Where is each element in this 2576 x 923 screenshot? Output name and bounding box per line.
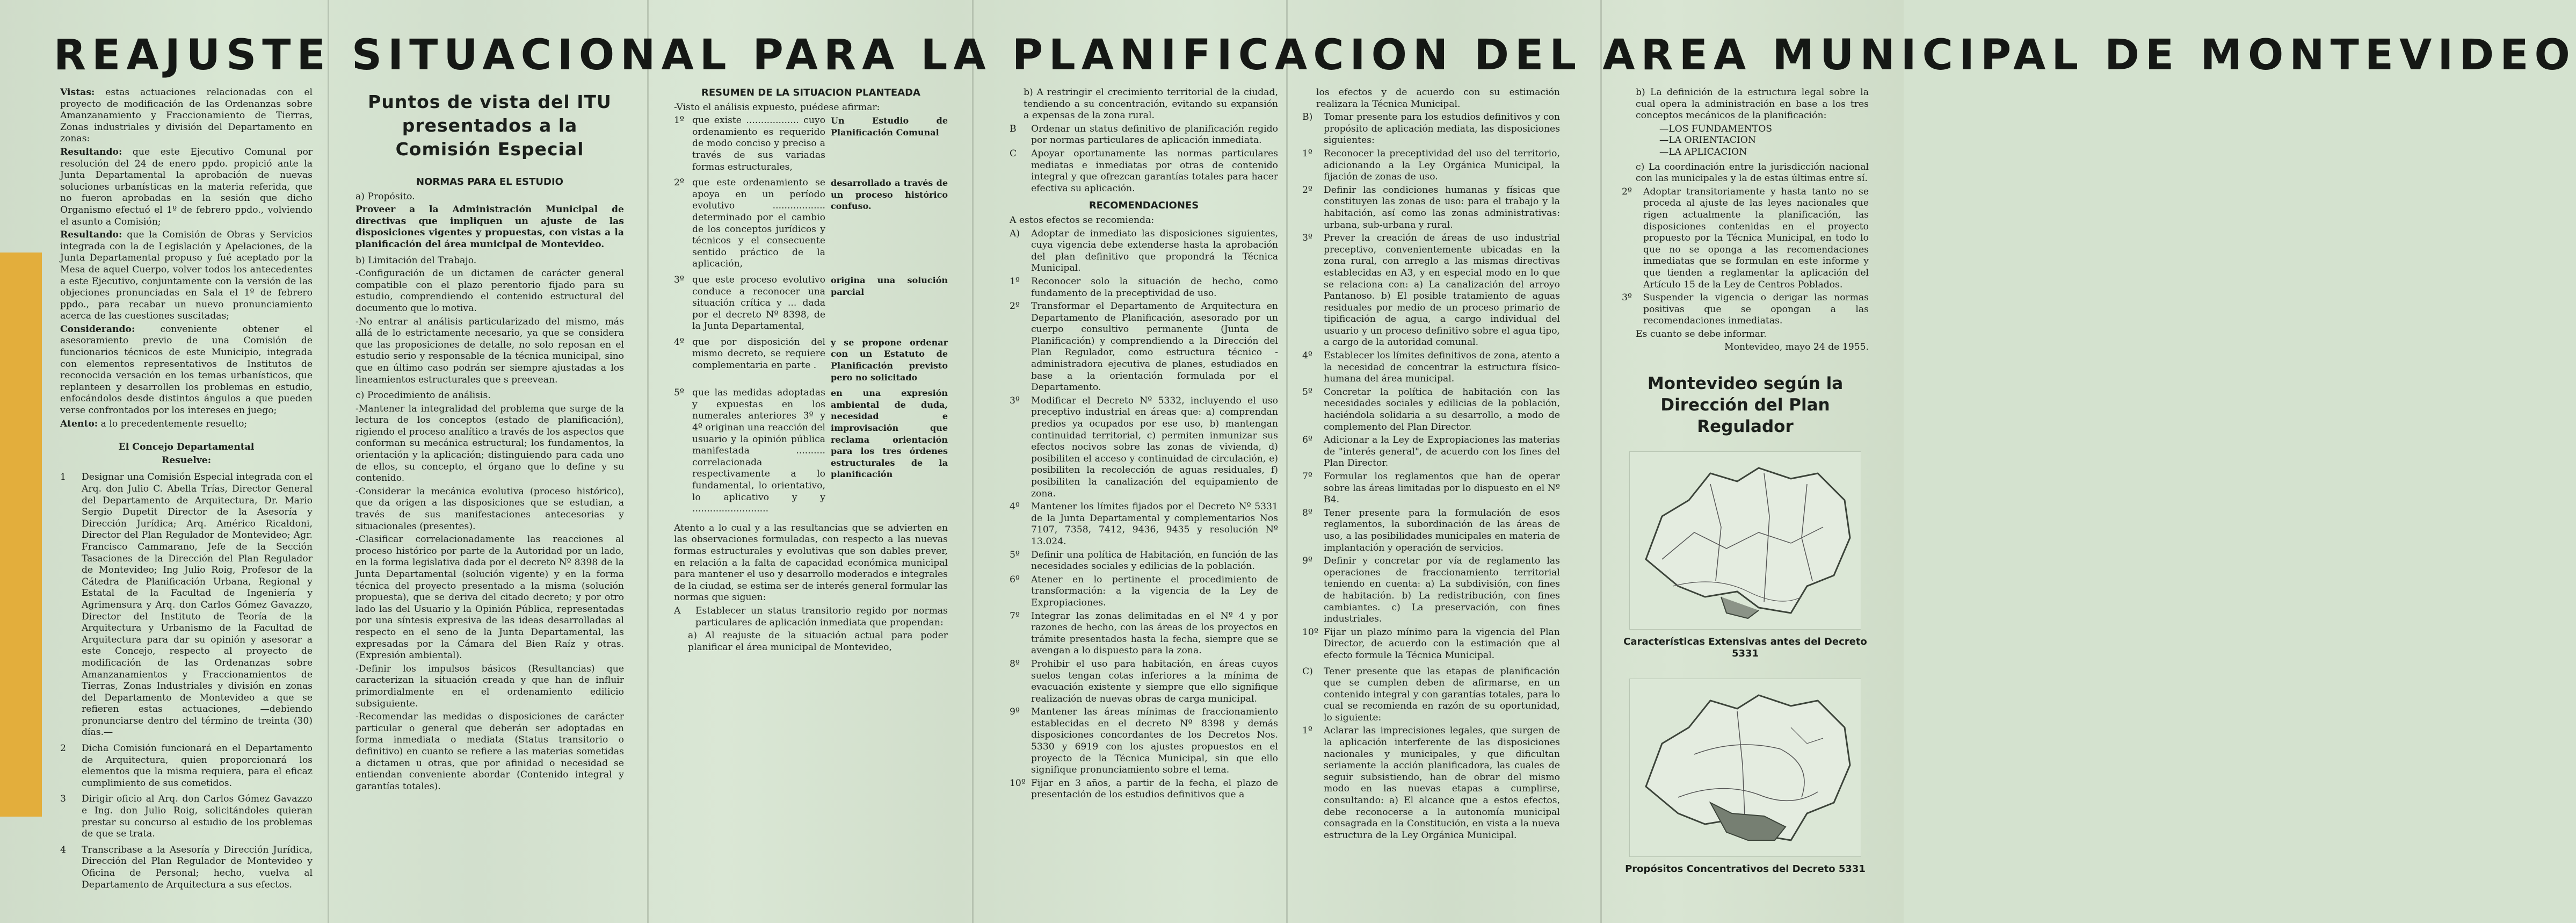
paragraph: b) La definición de la estructura legal sobre la cual opera la administración en base a los tres conceptos mecánicos de la planificación: <box>1636 87 1869 121</box>
subsection-label-text: Propósito. <box>367 191 415 202</box>
section-heading: NORMAS PARA EL ESTUDIO <box>416 176 563 188</box>
list-item <box>1302 471 1560 506</box>
paragraph: -Clasificar correlacionadamente las reacciones al proceso histórico por parte de la Autoridad por un lado, en la forma legislativa dada por el decreto Nº 8398 de la Junta Departamental (solución vigente) y en la forma técnica del proyecto presentado a la misma (solución propuesta), que se deriva del citado decreto; y por otro lado las del Usuario y la Opinión Pública, representadas por una síntesis expresiva de las ideas desarrolladas al respecto en el seno de la Junta Departamental, las expresadas por la Cámara del Bien Raíz y otras. (Expresión ambiental). <box>355 534 624 661</box>
item-number: 5º <box>1302 386 1313 398</box>
subsection-title <box>355 255 624 267</box>
list-item <box>1010 124 1278 147</box>
fold-line <box>1600 0 1602 923</box>
list-item <box>1622 292 1869 327</box>
list-item <box>1302 508 1560 554</box>
itu-heading: Puntos de vista del ITU presentados a la Comisión Especial <box>368 91 612 160</box>
item-text: Definir una política de Habitación, en función de las necesidades sociales y edilicias de la población. <box>1031 549 1278 572</box>
item-text: Reconocer solo la situación de hecho, como fundamento de la preceptividad de uso. <box>1031 276 1278 299</box>
summary-row <box>674 177 948 270</box>
item-text: Dicha Comisión funcionará en el Departamento de Arquitectura, quien proporcionará los elementos que la misma requiera, para el eficaz cumplimiento de sus cometidos. <box>82 743 313 789</box>
item-text: que existe .................. cuyo ordenamiento es requerido de modo conciso y preciso a través de sus variadas formas estructurales, <box>692 115 825 172</box>
subsection-label: c) <box>355 390 365 401</box>
item-text: Concretar la política de habitación con las necesidades sociales y edilicias de la población, haciéndola solidaria a su desarrollo, a modo de complemento del Plan Director. <box>1324 386 1560 432</box>
intro-text: A estos efectos se recomienda: <box>1010 214 1155 226</box>
item-text: que las medidas adoptadas y expuestas en los numerales anteriores 3º y 4º originan una reacción del usuario y la opinión pública manifestada .......... correlacionada respectivamente a lo fundamental, lo orientativo, lo aplicativo y y .......................... <box>692 387 825 515</box>
item-text: Suspender la vigencia o derigar las normas positivas que se opongan a las recomendaciones inmediatas. <box>1643 292 1869 327</box>
item-result: en una expresión ambiental de duda, necesidad e improvisación que reclama orientación para los tres órdenes estructurales de la planificación <box>831 388 948 480</box>
item-number: A) <box>1010 228 1020 239</box>
paragraph: -Configuración de un dictamen de carácter general compatible con el plazo perentorio fijado para su estudio, comprendiendo el contenido estructural del documento que lo motiva. <box>355 268 624 314</box>
orange-tab <box>0 253 42 817</box>
item-number: 1º <box>1010 276 1020 287</box>
item-text: Prohibir el uso para habitación, en áreas cuyos suelos tengan cotas inferiores a la mínima de evacuación existente y siempre que ello signifique realización de nuevas obras de carga municipal. <box>1031 658 1278 704</box>
summary-row <box>674 337 948 383</box>
item-number: 5º <box>674 387 685 399</box>
summary-row <box>674 275 948 333</box>
item-text: Ordenar un status definitivo de planificación regido por normas particulares de aplicación inmediata. <box>1031 123 1278 146</box>
date-line: Montevideo, mayo 24 de 1955. <box>1724 342 1869 353</box>
list-item <box>1010 778 1278 801</box>
map-before-decree <box>1629 451 1861 630</box>
list-item <box>1302 556 1560 625</box>
item-number: 4º <box>674 336 685 348</box>
summary-row <box>674 115 948 173</box>
fold-line <box>1286 0 1288 923</box>
list-item <box>1010 659 1278 705</box>
item-text: Adicionar a la Ley de Expropiaciones las materias de "interés general", de acuerdo con los fines del Plan Director. <box>1324 435 1560 469</box>
list-item <box>1010 550 1278 573</box>
item-text: Prever la creación de áreas de uso industrial preceptivo, convenientemente ubicadas en la zona rural, con arreglo a las mismas directivas establecidas en A3, y en especial modo en lo que se relaciona con: a) La canalización del arroyo Pantanoso. b) El posible tratamiento de aguas residuales por medio de un proceso primario de tipificación de agua, a cargo individual del usuario y un proceso definitivo sobre el agua tipo, a cargo de la autoridad comunal. <box>1324 233 1560 348</box>
section-heading: RESUMEN DE LA SITUACION PLANTEADA <box>701 87 920 98</box>
list-item <box>1302 148 1560 183</box>
list-item <box>1010 228 1278 275</box>
column-6 <box>1622 87 1869 914</box>
item-number: A <box>674 605 681 616</box>
list-item <box>1302 435 1560 470</box>
paragraph: -No entrar al análisis particularizado del mismo, más allá de lo estrictamente necesario, ya que se considera que las proposiciones de detalle, no solo reposan en el estudio serio y responsable de la técnica municipal, sino que en último caso podrán ser siempre ajustadas a los lineamientos estructurales que s preevean. <box>355 316 624 385</box>
item-text: Formular los reglamentos que han de operar sobre las áreas limitadas por lo dispuesto en el Nº B4. <box>1324 471 1560 506</box>
list-item <box>1010 574 1278 609</box>
item-text: Adoptar de inmediato las disposiciones siguientes, cuya vigencia debe extenderse hasta la aprobación del plan definitivo que propondrá la Técnica Municipal. <box>1031 228 1278 274</box>
list-item <box>1622 186 1869 291</box>
item-text: Establecer los límites definitivos de zona, atento a la necesidad de concentrar la estructura físico-humana del área municipal. <box>1324 350 1560 385</box>
paragraph <box>60 419 313 430</box>
list-item <box>60 845 313 891</box>
paragraph: c) La coordinación entre la jurisdicción nacional con las municipales y la de estas últimas entre sí. <box>1636 161 1869 184</box>
list-item <box>1302 387 1560 433</box>
subsection-label-text: Procedimiento de análisis. <box>367 390 491 401</box>
item-text: Mantener las áreas mínimas de fraccionamiento establecidas en el decreto Nº 8398 y demás disposiciones concordantes de los Decretos Nos. 5330 y 6919 con los ajustes propuestos en el proyecto de la Técnica Municipal, sin que ello signifique pronunciamiento sobre el tema. <box>1031 706 1278 776</box>
paragraph: b) A restringir el crecimiento territorial de la ciudad, tendiendo a su concentración, evitando su expansión a expensas de la zona rural. <box>1024 87 1278 121</box>
item-result: y se propone ordenar con un Estatuto de Planificación previsto pero no solicitado <box>831 337 948 383</box>
subsection-title <box>355 390 624 402</box>
subsection-label-text: Limitación del Trabajo. <box>368 255 477 266</box>
list-item <box>1302 185 1560 231</box>
item-number: B <box>1010 123 1017 134</box>
column-1 <box>60 87 313 914</box>
item-number: 1º <box>674 115 685 126</box>
item-result: origina una solución parcial <box>831 275 948 297</box>
item-number: 7º <box>1302 471 1313 482</box>
list-item <box>1010 611 1278 657</box>
resuelve-heading: Resuelve: <box>161 455 212 466</box>
item-text: que este ordenamiento se apoya en un período evolutivo .................. determinado por el cambio de los conceptos jurídicos y técnicos y el consecuente sentido práctico de la aplicación, <box>692 177 825 270</box>
item-number: 4º <box>1010 501 1020 513</box>
item-number: 8º <box>1010 658 1020 669</box>
item-text: Integrar las zonas delimitadas en el Nº 4 y por razones de hecho, con las áreas de los proyectos en trámite presentados hasta la fecha, siempre que se avengan a lo dispuesto para la zona. <box>1031 610 1278 657</box>
list-item <box>1010 148 1278 194</box>
item-number: 6º <box>1010 574 1020 585</box>
item-text: Definir y concretar por vía de reglamento las operaciones de fraccionamiento territorial teniendo en cuenta: a) La subdivisión, con fines de habitación. b) La redistribución, con fines cambiantes. c) La preservación, con fines industriales. <box>1324 556 1560 625</box>
item-text: Definir las condiciones humanas y físicas que constituyen las zonas de uso: para el trabajo y la habitación, así como las zonas administrativas: urbana, sub-urbana y rural. <box>1324 184 1560 230</box>
item-number: C <box>1010 148 1017 159</box>
list-item <box>1302 666 1560 724</box>
paragraph: -Considerar la mecánica evolutiva (proceso histórico), que da origen a las disposiciones que se estudian, a través de sus manifestaciones antecesorias y situacionales (presentes). <box>355 486 624 532</box>
subsection-label: b) <box>355 255 365 266</box>
item-number: 3º <box>674 274 685 285</box>
item-text: Establecer un status transitorio regido por normas particulares de aplicación inmediata que propendan: <box>695 605 948 628</box>
item-text: Fijar en 3 años, a partir de la fecha, el plazo de presentación de los estudios definitivos que a <box>1031 777 1278 801</box>
label: Considerando: <box>60 323 135 335</box>
paragraph: Proveer a la Administración Municipal de directivas que impliquen un ajuste de las disposiciones vigentes y propuestas, con vistas a la planificación del área municipal de Montevideo. <box>355 204 624 250</box>
item-number: 1º <box>1302 725 1313 737</box>
item-text: Aclarar las imprecisiones legales, que surgen de la aplicación interferente de las disposiciones nacionales y municipales, y que dificultan seriamente la acción planificadora, las cuales de seguir subsistiendo, han de obrar del mismo modo en las nuevas etapas a cumplirse, consultando: a) El alcance que a estos efectos, debe reconocerse a la autonomía municipal consagrada en la Constitución, en vista a la nueva estructura de la Ley Orgánica Municipal. <box>1324 725 1560 841</box>
paragraph: -Recomendar las medidas o disposiciones de carácter particular o general que deberán ser adoptadas en forma inmediata o mediata (Status transitorio o definitivo) en cuanto se refiere a las materias sometidas a dictamen u otras, que por afinidad o necesidad se entiendan conveniente abordar (Contenido integral y garantías totales). <box>355 711 624 792</box>
item-number: 1 <box>60 472 66 483</box>
item-text: Modificar el Decreto Nº 5332, incluyendo el uso preceptivo industrial en áreas que: a) comprendan predios ya ocupados por ese uso, b) mantengan continuidad territorial, c) permiten inmunizar sus efectos nocivos sobre las zonas de vivienda, d) posibiliten el acceso y continuidad de circulación, e) posibiliten la recolección de aguas residuales, f) posibiliten la canalización del equipamiento de zona. <box>1031 395 1278 499</box>
item-number: 2 <box>60 743 66 754</box>
fold-line <box>647 0 649 923</box>
list-line: —LA ORIENTACION <box>1659 135 1756 146</box>
list-item <box>1010 276 1278 299</box>
list-item <box>1302 112 1560 147</box>
item-text: Adoptar transitoriamente y hasta tanto no se proceda al ajuste de las leyes nacionales que rigen actualmente la planificación, las disposiciones contenidas en el proyecto propuesto por la Técnica Municipal, en todo lo que no se oponga a las recomendaciones inmediatas que se formulan en este informe y que tienden a reglamentar la aplicación del Artículo 15 de la Ley de Centros Poblados. <box>1643 186 1869 290</box>
list-item <box>60 472 313 739</box>
item-text: Transformar el Departamento de Arquitectura en Departamento de Planificación, asesorado por un cuerpo consultivo permanente (Junta de Planificación) y comprendiendo a la Dirección del Plan Regulador, como estructura técnico - administradora ejecutiva de planes, estudiados en base a la orientación formulada por el Departamento. <box>1031 301 1278 393</box>
maps-heading: Montevideo según la Dirección del Plan Regulador <box>1647 374 1844 437</box>
item-text: Transcribase a la Asesoría y Dirección Jurídica, Dirección del Plan Regulador de Montevideo y Oficina de Personal; hecho, vuelva al Departamento de Arquitectura a sus efectos. <box>82 844 313 890</box>
label: Vistas: <box>60 87 95 98</box>
fold-line <box>972 0 974 923</box>
item-number: 2º <box>674 177 685 189</box>
item-text: Tomar presente para los estudios definitivos y con propósito de aplicación mediata, las disposiciones siguientes: <box>1324 112 1560 146</box>
map-outline-before <box>1630 452 1861 629</box>
list-item <box>674 605 948 629</box>
list-line: —LA APLICACION <box>1659 146 1747 157</box>
subsection-label: a) <box>355 191 365 202</box>
item-number: 10º <box>1302 626 1318 638</box>
paragraph-text: que este Ejecutivo Comunal por resolución del 24 de enero ppdo. propició ante la Junta Departamental la aprobación de nuevas soluciones urbanísticas en la materia referida, que no fueron aprobadas en la sesión que dicho Organismo efectuó el 1º de febrero ppdo., volviendo el asunto a Comisión; <box>60 146 313 227</box>
item-number: 9º <box>1302 556 1313 567</box>
paragraph: Atento a lo cual y a las resultancias que se advierten en las observaciones formuladas, con respecto a las nuevas formas estructurales y evolutivas que son dables prever, en relación a la falta de capacidad económica municipal para mantener el uso y desarrollo moderados e integrales de la ciudad, se estima ser de interés general formular las normas que siguen: <box>674 522 948 603</box>
item-text: que este proceso evolutivo conduce a reconocer una situación crítica y ... dada por el decreto Nº 8398, de la Junta Departamental, <box>692 274 825 332</box>
paragraph <box>60 229 313 322</box>
item-number: B) <box>1302 112 1313 123</box>
item-number: 8º <box>1302 507 1313 518</box>
item-text: Designar una Comisión Especial integrada con el Arq. don Julio C. Abella Trías, Director General del Departamento de Arquitectura, Dr. Mario Sergio Dupetit Director de la Asesoría y Dirección Jurídica; Arq. Américo Ricaldoni, Director del Plan Regulador de Montevideo; Agr. Francisco Cammarano, Jefe de la Sección Tasaciones de la Dirección del Plan Regulador de Montevideo; Ing Julio Roig, Profesor de la Cátedra de Planificación Urbana, Regional y Estatal de la Facultad de Ingeniería y Agrimensura y Arq. don Carlos Gómez Gavazzo, Director del Instituto de Teoría de la Arquitectura y Urbanismo de la Facultad de Arquitectura para dar su opinión y asesorar a este Concejo, respecto al proyecto de modificación de las Ordenanzas sobre Amanzanamientos y Fraccionamientos de Tierras, Zonas Industriales y división en zonas del Departamento de Montevideo a que se refieren estas actuaciones, —debiendo pronunciarse dentro del término de treinta (30) días.— <box>82 472 313 738</box>
list-item <box>1010 301 1278 394</box>
item-text: Dirigir oficio al Arq. don Carlos Gómez Gavazzo e Ing. don Julio Roig, solicitándoles quieran prestar su concurso al estudio de los problemas de que se trata. <box>82 794 313 840</box>
fold-line <box>328 0 329 923</box>
item-number: 5º <box>1010 549 1020 560</box>
item-number: 3º <box>1302 233 1313 244</box>
page-title: REAJUSTE SITUACIONAL PARA LA PLANIFICACION DEL AREA MUNICIPAL DE MONTEVIDEO <box>54 31 2576 80</box>
list-item <box>60 743 313 789</box>
summary-row <box>674 387 948 515</box>
item-text: Atener en lo pertinente el procedimiento de transformación: a la vigencia de la Ley de Expropiaciones. <box>1031 574 1278 608</box>
item-number: C) <box>1302 666 1313 677</box>
label: Resultando: <box>60 146 122 157</box>
item-result: Un Estudio de Planificación Comunal <box>831 116 948 138</box>
paragraph <box>60 87 313 145</box>
list-item <box>1302 233 1560 349</box>
item-text: Fijar un plazo mínimo para la vigencia del Plan Director, de acuerdo con la estimación que al efecto formule la Técnica Municipal. <box>1324 626 1560 661</box>
paragraph-text: que la Comisión de Obras y Servicios integrada con la de Legislación y Apelaciones, de la Junta Departamental propuso y fué aceptado por la Mesa de aquel Cuerpo, volver todos los antecedentes a este Ejecutivo, conjuntamente con la versión de las objeciones pronunciadas en Sala el 1º de febrero ppdo., para recabar un nuevo pronunciamiento acerca de las cuestiones suscitadas; <box>60 229 313 322</box>
item-text: Tener presente para la formulación de esos reglamentos, la subordinación de las áreas de uso, a las posibilidades municipales en materia de implantación y operación de servicios. <box>1324 507 1560 553</box>
map-caption-decree: Propósitos Concentrativos del Decreto 5331 <box>1625 863 1866 875</box>
label: Resultando: <box>60 229 122 241</box>
paragraph: los efectos y de acuerdo con su estimación realizara la Técnica Municipal. <box>1316 87 1560 110</box>
paragraph: a) Al reajuste de la situación actual para poder planificar el área municipal de Montevideo, <box>688 630 948 653</box>
list-item <box>1302 725 1560 841</box>
item-number: 3º <box>1010 395 1020 406</box>
label: Atento: <box>60 418 98 429</box>
item-number: 10º <box>1010 777 1026 789</box>
paragraph-text: estas actuaciones relacionadas con el proyecto de modificación de las Ordenanzas sobre Amanzanamiento y Fraccionamiento de Tierras, Zonas industriales y división del Departamento en zonas: <box>60 87 313 145</box>
list-item <box>1010 395 1278 500</box>
list-item <box>1302 627 1560 662</box>
item-text: Tener presente que las etapas de planificación que se cumplen deben de afirmarse, en un contenido integral y con garantías totales, para lo cual se recomienda en razón de su oportunidad, lo siguiente: <box>1324 666 1560 723</box>
item-number: 2º <box>1622 186 1632 197</box>
section-heading: RECOMENDACIONES <box>1089 200 1199 212</box>
list-line: —LOS FUNDAMENTOS <box>1659 123 1773 134</box>
item-number: 6º <box>1302 435 1313 446</box>
item-number: 1º <box>1302 148 1313 159</box>
list-item <box>60 794 313 840</box>
item-number: 4 <box>60 844 66 855</box>
list-item <box>1010 706 1278 776</box>
map-decree <box>1629 679 1861 857</box>
column-5 <box>1302 87 1560 914</box>
item-number: 2º <box>1302 184 1313 196</box>
intro-text: -Visto el análisis expuesto, puédese afirmar: <box>674 102 880 113</box>
subsection-title <box>355 191 624 203</box>
column-4 <box>1010 87 1278 914</box>
paragraph <box>60 324 313 417</box>
item-text: Apoyar oportunamente las normas particulares mediatas e inmediatas por otras de contenido integral y que ofrezcan garantías totales para hacer efectiva su aplicación. <box>1031 148 1278 194</box>
column-3 <box>674 87 948 914</box>
map-caption-before: Características Extensivas antes del Decreto 5331 <box>1623 636 1867 659</box>
item-text: Reconocer la preceptividad del uso del territorio, adicionando a la Ley Orgánica Municipal, la fijación de zonas de uso. <box>1324 148 1560 183</box>
column-2 <box>355 87 624 914</box>
item-number: 7º <box>1010 610 1020 622</box>
paragraph-text: a lo precedentemente resuelto; <box>100 418 248 429</box>
concejo-heading: El Concejo Departamental <box>118 442 255 453</box>
paragraph-text: conveniente obtener el asesoramiento previo de una Comisión de funcionarios técnicos de este Municipio, integrada con elementos representativos de Institutos de reconocida versación en los temas urbanísticos, que replanteen y desarrollen los problemas en estudio, enfocándolos desde distintos ángulos a que pueden verse confrontados por los intereses en juego; <box>60 323 313 416</box>
closing-line: Es cuanto se debe informar. <box>1636 328 1767 340</box>
map-outline-decree <box>1630 679 1861 856</box>
item-result: desarrollado a través de un proceso histórico confuso. <box>831 178 948 212</box>
item-text: Mantener los límites fijados por el Decreto Nº 5331 de la Junta Departamental y complementarios Nos 7107, 7358, 7412, 9436, 9435 y resolución Nº 13.024. <box>1031 501 1278 547</box>
paragraph: -Definir los impulsos básicos (Resultancias) que caracterizan la situación creada y que han de influir primordialmente en el ordenamiento edilicio subsiguiente. <box>355 663 624 709</box>
item-number: 4º <box>1302 350 1313 362</box>
list-item <box>1302 350 1560 385</box>
item-number: 2º <box>1010 301 1020 312</box>
list-item <box>1010 501 1278 547</box>
paragraph <box>60 147 313 228</box>
item-text: que por disposición del mismo decreto, se requiere complementaria en parte . <box>692 336 825 371</box>
item-number: 3º <box>1622 292 1632 304</box>
item-number: 9º <box>1010 706 1020 718</box>
paragraph: -Mantener la integralidad del problema que surge de la lectura de los conceptos (estado de planificación), rigiendo el proceso analítico a través de los aspectos que conforman su mecánica estructural; los fundamentos, la orientación y la aplicación; distinguiendo para cada uno de ellos, su concepto, el órgano que lo define y su contenido. <box>355 403 624 484</box>
item-number: 3 <box>60 794 66 805</box>
